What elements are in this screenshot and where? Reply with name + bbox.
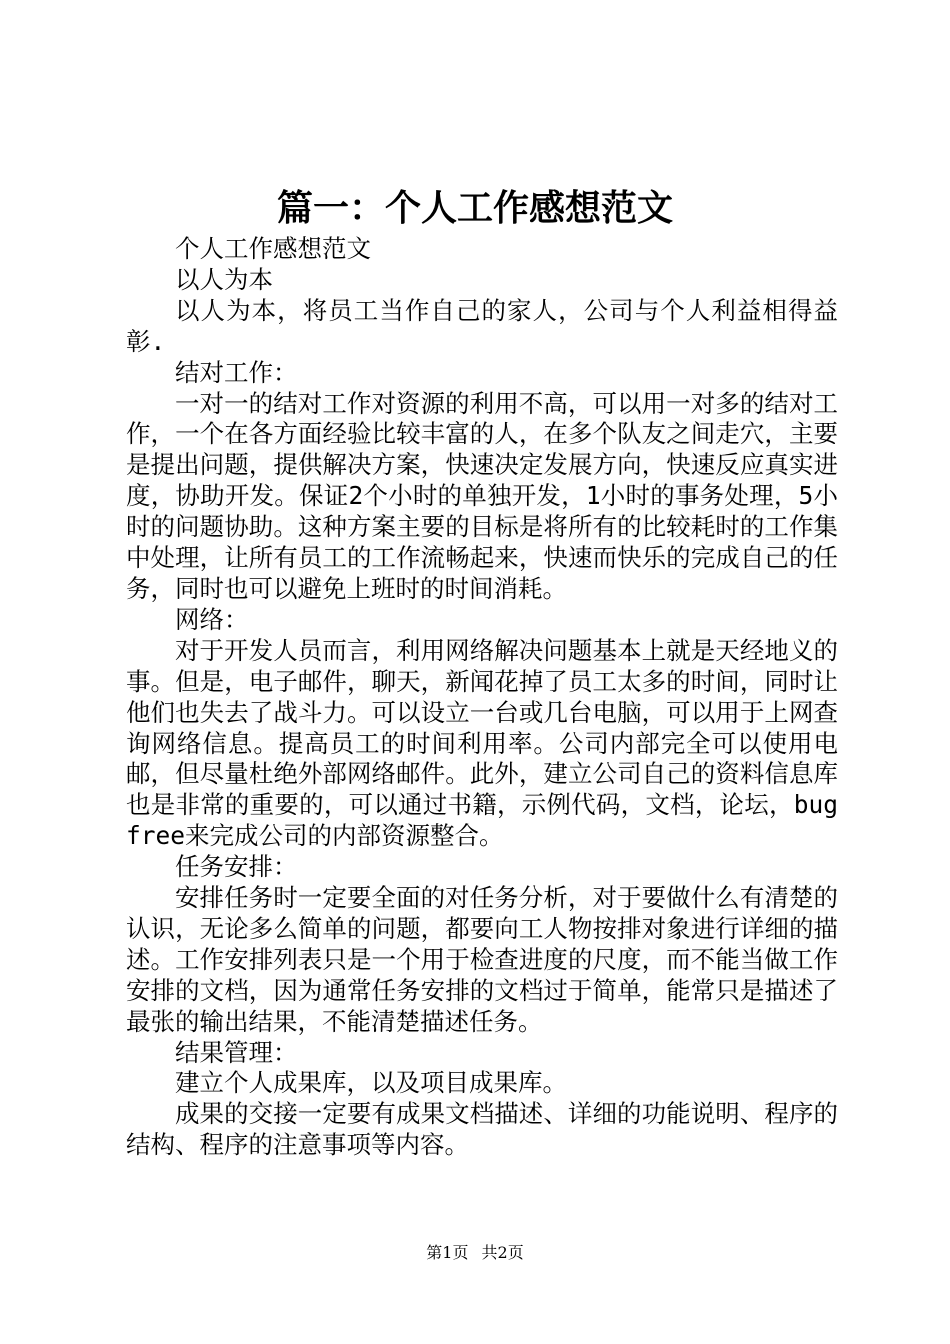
paragraph-section-title: 网络： xyxy=(175,604,249,634)
page-footer xyxy=(0,1242,950,1264)
paragraph: 对于开发人员而言，利用网络解决问题基本上就是天经地义的事。但是，电子邮件，聊天，新闻花掉了员工太多的时间，同时让他们也失去了战斗力。可以设立一台或几台电脑，可以用于上网查询网络信息。提高员工的时间利用率。公司内部完全可以使用电邮，但尽量杜绝外部网络邮件。此外，建立公司自己的资料信息库也是非常的重要的，可以通过书籍，示例代码，文档，论坛，bugfree来完成公司的内部资源整合。 xyxy=(126,635,838,851)
paragraph-section-title: 以人为本 xyxy=(175,264,273,294)
paragraph-section-title: 任务安排： xyxy=(175,852,298,882)
page-number: 第1页 xyxy=(426,1243,469,1262)
paragraph: 成果的交接一定要有成果文档描述、详细的功能说明、程序的结构、程序的注意事项等内容。 xyxy=(126,1099,838,1160)
page-total: 共2页 xyxy=(481,1243,524,1262)
paragraph: 一对一的结对工作对资源的利用不高，可以用一对多的结对工作，一个在各方面经验比较丰富的人，在多个队友之间走穴，主要是提出问题，提供解决方案，快速决定发展方向，快速反应真实进度，协助开发。保证2个小时的单独开发，1小时的事务处理，5小时的问题协助。这种方案主要的目标是将所有的比较耗时的工作集中处理，让所有员工的工作流畅起来，快速而快乐的完成自己的任务，同时也可以避免上班时的时间消耗。 xyxy=(126,388,838,603)
document-title: 篇一：个人工作感想范文 xyxy=(276,187,673,229)
paragraph: 以人为本，将员工当作自己的家人，公司与个人利益相得益彰. xyxy=(126,295,838,356)
document-body xyxy=(126,234,838,1161)
paragraph-section-title: 结果管理： xyxy=(175,1037,298,1067)
paragraph: 安排任务时一定要全面的对任务分析，对于要做什么有清楚的认识，无论多么简单的问题，都要向工人物按排对象进行详细的描述。工作安排列表只是一个用于检查进度的尺度，而不能当做工作安排的文档，因为通常任务安排的文档过于简单，能常只是描述了最张的输出结果，不能清楚描述任务。 xyxy=(126,883,838,1036)
paragraph-heading: 个人工作感想范文 xyxy=(175,234,371,263)
paragraph: 建立个人成果库，以及项目成果库。 xyxy=(175,1068,567,1098)
paragraph-section-title: 结对工作： xyxy=(175,357,298,387)
